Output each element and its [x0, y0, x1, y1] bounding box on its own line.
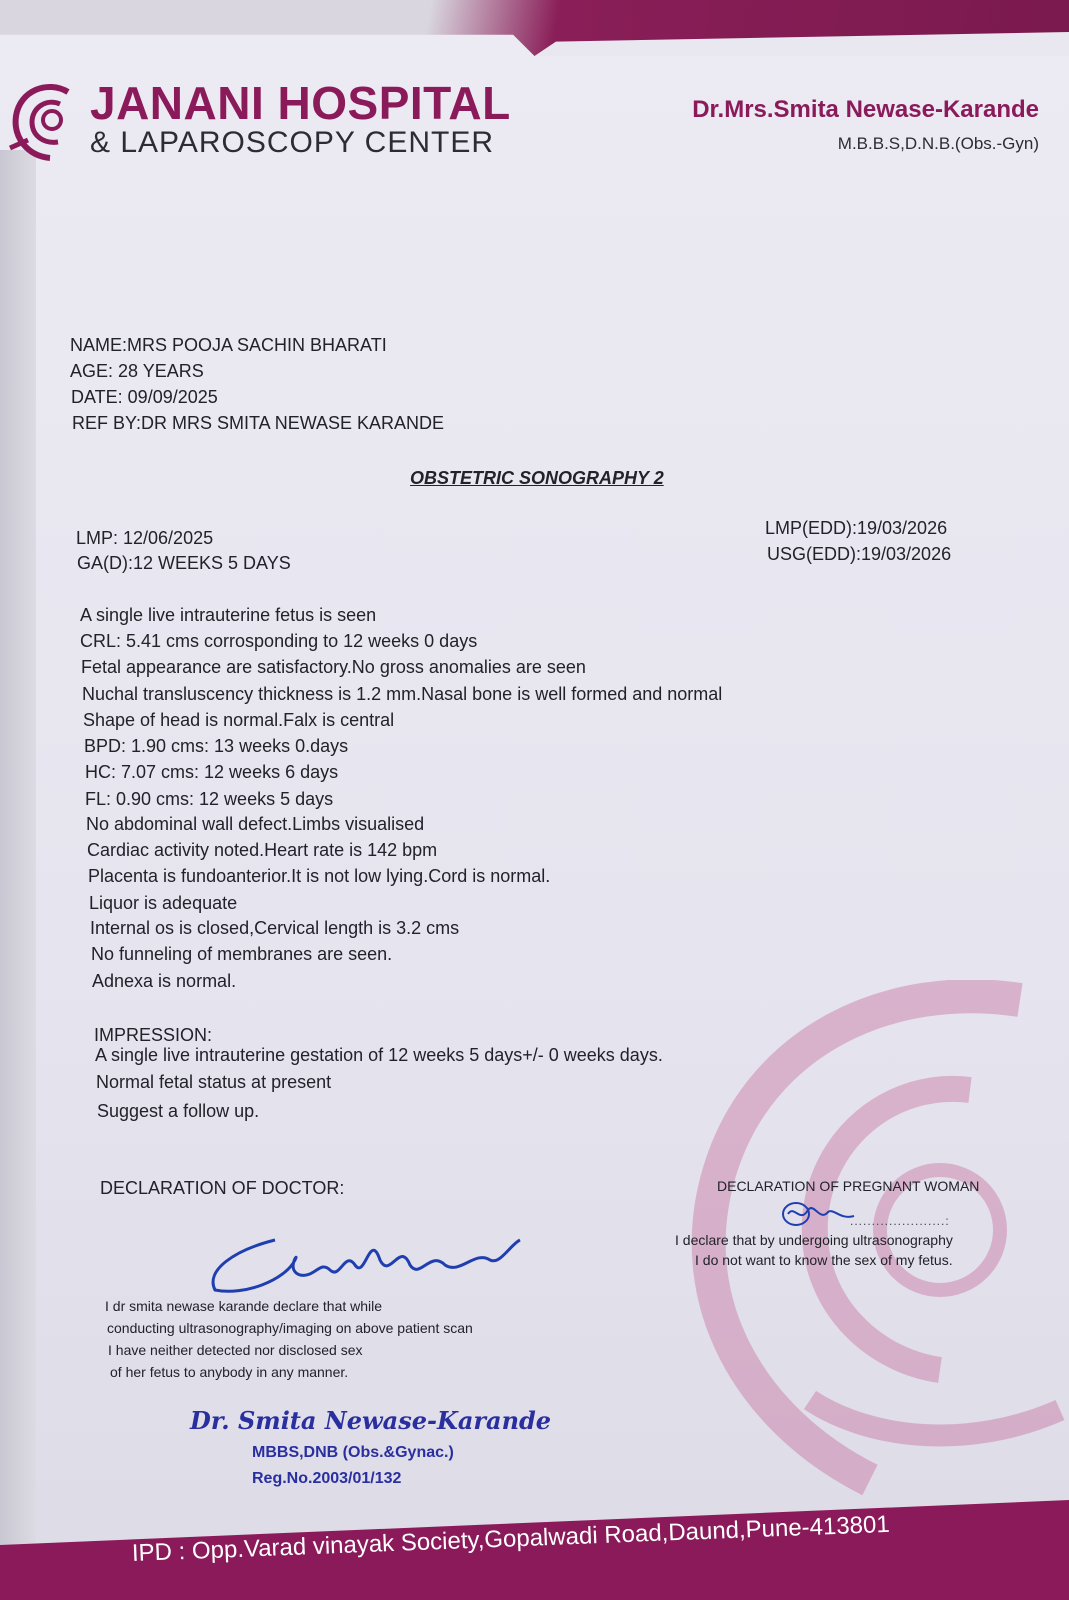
- doctor-declaration-line: I dr smita newase karande declare that while: [105, 1298, 383, 1314]
- footer-address: IPD : Opp.Varad vinayak Society,Gopalwadi Road,Daund,Pune-413801: [131, 1510, 891, 1567]
- patient-age: AGE: 28 YEARS: [70, 361, 204, 381]
- woman-declaration-line: I declare that by undergoing ultrasonography: [675, 1232, 953, 1248]
- finding-line: Cardiac activity noted.Heart rate is 142 bpm: [87, 840, 438, 860]
- stamp-registration: Reg.No.2003/01/132: [252, 1470, 402, 1487]
- finding-line: No funneling of membranes are seen.: [91, 944, 393, 964]
- finding-line: CRL: 5.41 cms corrosponding to 12 weeks 0 days: [80, 631, 478, 651]
- hospital-logo-icon: [8, 78, 80, 162]
- finding-line: Internal os is closed,Cervical length is 3.2 cms: [90, 918, 460, 938]
- woman-declaration-heading: DECLARATION OF PREGNANT WOMAN: [717, 1178, 980, 1194]
- header-doctor-qualification: M.B.B.S,D.N.B.(Obs.-Gyn): [837, 134, 1039, 153]
- signature-line: ......................:: [850, 1214, 950, 1228]
- impression-line: Suggest a follow up.: [97, 1101, 260, 1121]
- report-date: DATE: 09/09/2025: [71, 387, 218, 407]
- doctor-declaration-line: I have neither detected nor disclosed sex: [108, 1342, 363, 1358]
- finding-line: BPD: 1.90 cms: 13 weeks 0.days: [84, 736, 349, 756]
- page-shadow-strip: [0, 150, 36, 1600]
- woman-declaration-line: I do not want to know the sex of my fetus.: [695, 1252, 953, 1268]
- impression-line: A single live intrauterine gestation of 12 weeks 5 days+/- 0 weeks days.: [95, 1045, 663, 1065]
- lmp-edd: LMP(EDD):19/03/2026: [765, 518, 948, 538]
- impression-heading: IMPRESSION:: [94, 1025, 213, 1045]
- usg-edd: USG(EDD):19/03/2026: [767, 544, 952, 564]
- finding-line: Adnexa is normal.: [92, 971, 237, 991]
- finding-line: Nuchal transluscency thickness is 1.2 mm.Nasal bone is well formed and normal: [82, 684, 723, 704]
- finding-line: Placenta is fundoanterior.It is not low lying.Cord is normal.: [88, 866, 551, 886]
- doctor-signature: [205, 1220, 525, 1300]
- hospital-name: JANANI HOSPITAL: [90, 77, 511, 129]
- doctor-declaration-line: of her fetus to anybody in any manner.: [110, 1364, 349, 1380]
- stamp-doctor-name: Dr. Smita Newase-Karande: [190, 1406, 552, 1435]
- doctor-declaration-heading: DECLARATION OF DOCTOR:: [100, 1178, 345, 1198]
- patient-name: NAME:MRS POOJA SACHIN BHARATI: [70, 335, 387, 355]
- stamp-qualification: MBBS,DNB (Obs.&Gynac.): [252, 1444, 454, 1461]
- report-title: OBSTETRIC SONOGRAPHY 2: [410, 468, 664, 488]
- doctor-declaration-line: conducting ultrasonography/imaging on above patient scan: [107, 1320, 473, 1336]
- finding-line: Liquor is adequate: [89, 893, 238, 913]
- finding-line: No abdominal wall defect.Limbs visualised: [86, 814, 425, 834]
- referred-by: REF BY:DR MRS SMITA NEWASE KARANDE: [72, 413, 445, 433]
- hospital-subtitle: & LAPAROSCOPY CENTER: [90, 126, 494, 159]
- header-doctor-name: Dr.Mrs.Smita Newase-Karande: [692, 96, 1039, 123]
- finding-line: Fetal appearance are satisfactory.No gross anomalies are seen: [81, 657, 586, 677]
- impression-line: Normal fetal status at present: [96, 1072, 332, 1092]
- gestational-age: GA(D):12 WEEKS 5 DAYS: [77, 553, 291, 573]
- finding-line: FL: 0.90 cms: 12 weeks 5 days: [85, 789, 334, 809]
- lmp-date: LMP: 12/06/2025: [76, 528, 214, 548]
- finding-line: Shape of head is normal.Falx is central: [83, 710, 395, 730]
- patient-signature: [780, 1200, 860, 1228]
- finding-line: HC: 7.07 cms: 12 weeks 6 days: [85, 762, 339, 782]
- finding-line: A single live intrauterine fetus is seen: [80, 605, 377, 625]
